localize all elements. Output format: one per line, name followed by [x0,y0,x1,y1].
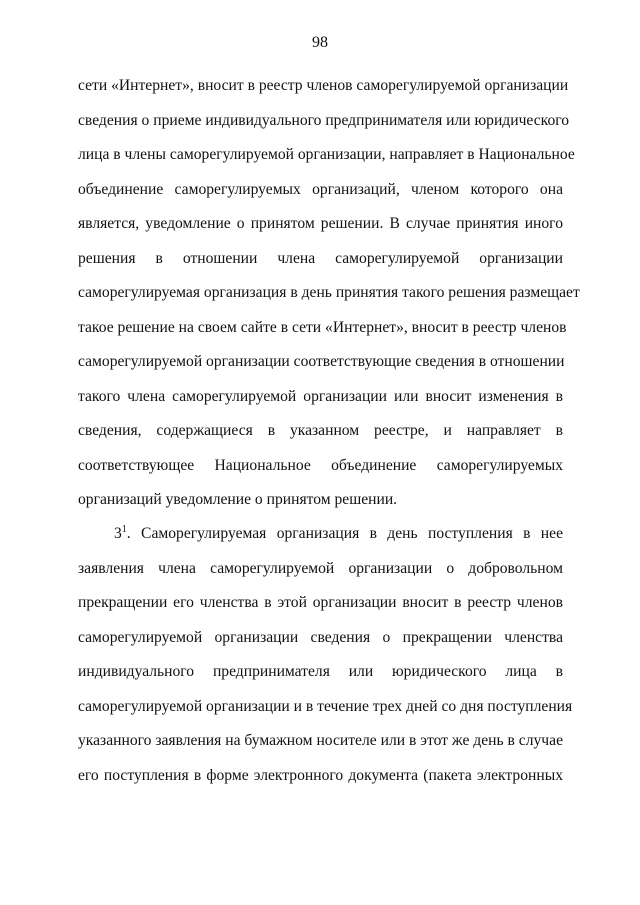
paragraph-1-line: саморегулируемая организация в день принятия такого решения размещает [78,284,580,301]
paragraph-2-line: индивидуального предпринимателя или юридического лица в [78,663,563,680]
paragraph-2-line: саморегулируемой организации и в течение трех дней со дня поступления [78,698,573,715]
paragraph-2-line: его поступления в форме электронного документа (пакета электронных [78,767,563,784]
paragraph-2-line: указанного заявления на бумажном носителе или в этот же день в случае [78,732,563,749]
paragraph-1-line: лица в члены саморегулируемой организации, направляет в Национальное [78,146,575,163]
paragraph-1-line: саморегулируемой организации соответствующие сведения в отношении [78,353,565,370]
paragraph-1-line: сведения, содержащиеся в указанном реестре, и направляет в [78,422,563,439]
paragraph-number: 3 [114,525,122,542]
paragraph-2-line: саморегулируемой организации сведения о прекращении членства [78,629,563,646]
paragraph-1-line: такое решение на своем сайте в сети «Интернет», вносит в реестр членов [78,319,567,336]
paragraph-2-line: прекращении его членства в этой организации вносит в реестр членов [78,594,563,611]
paragraph-number-superscript: 1 [121,524,127,535]
paragraph-1-line: решения в отношении члена саморегулируемой организации [78,250,563,267]
paragraph-2-first-line [114,524,563,544]
paragraph-1-line: такого члена саморегулируемой организации или вносит изменения в [78,388,563,405]
paragraph-1-last-line: организаций уведомление о принятом решении. [78,491,398,508]
paragraph-1-line: является, уведомление о принятом решении. В случае принятия иного [78,215,563,232]
paragraph-2-first-line-text: . Саморегулируемая организация в день поступления в нее [126,525,563,542]
paragraph-1-line: сети «Интернет», вносит в реестр членов саморегулируемой организации [78,77,569,94]
page-number: 98 [312,34,328,51]
paragraph-2-line: заявления члена саморегулируемой организации о добровольном [78,560,563,577]
paragraph-1-line: соответствующее Национальное объединение саморегулируемых [78,457,563,474]
paragraph-1-line: объединение саморегулируемых организаций, членом которого она [78,181,563,198]
paragraph-1-line: сведения о приеме индивидуального предпринимателя или юридического [78,112,570,129]
